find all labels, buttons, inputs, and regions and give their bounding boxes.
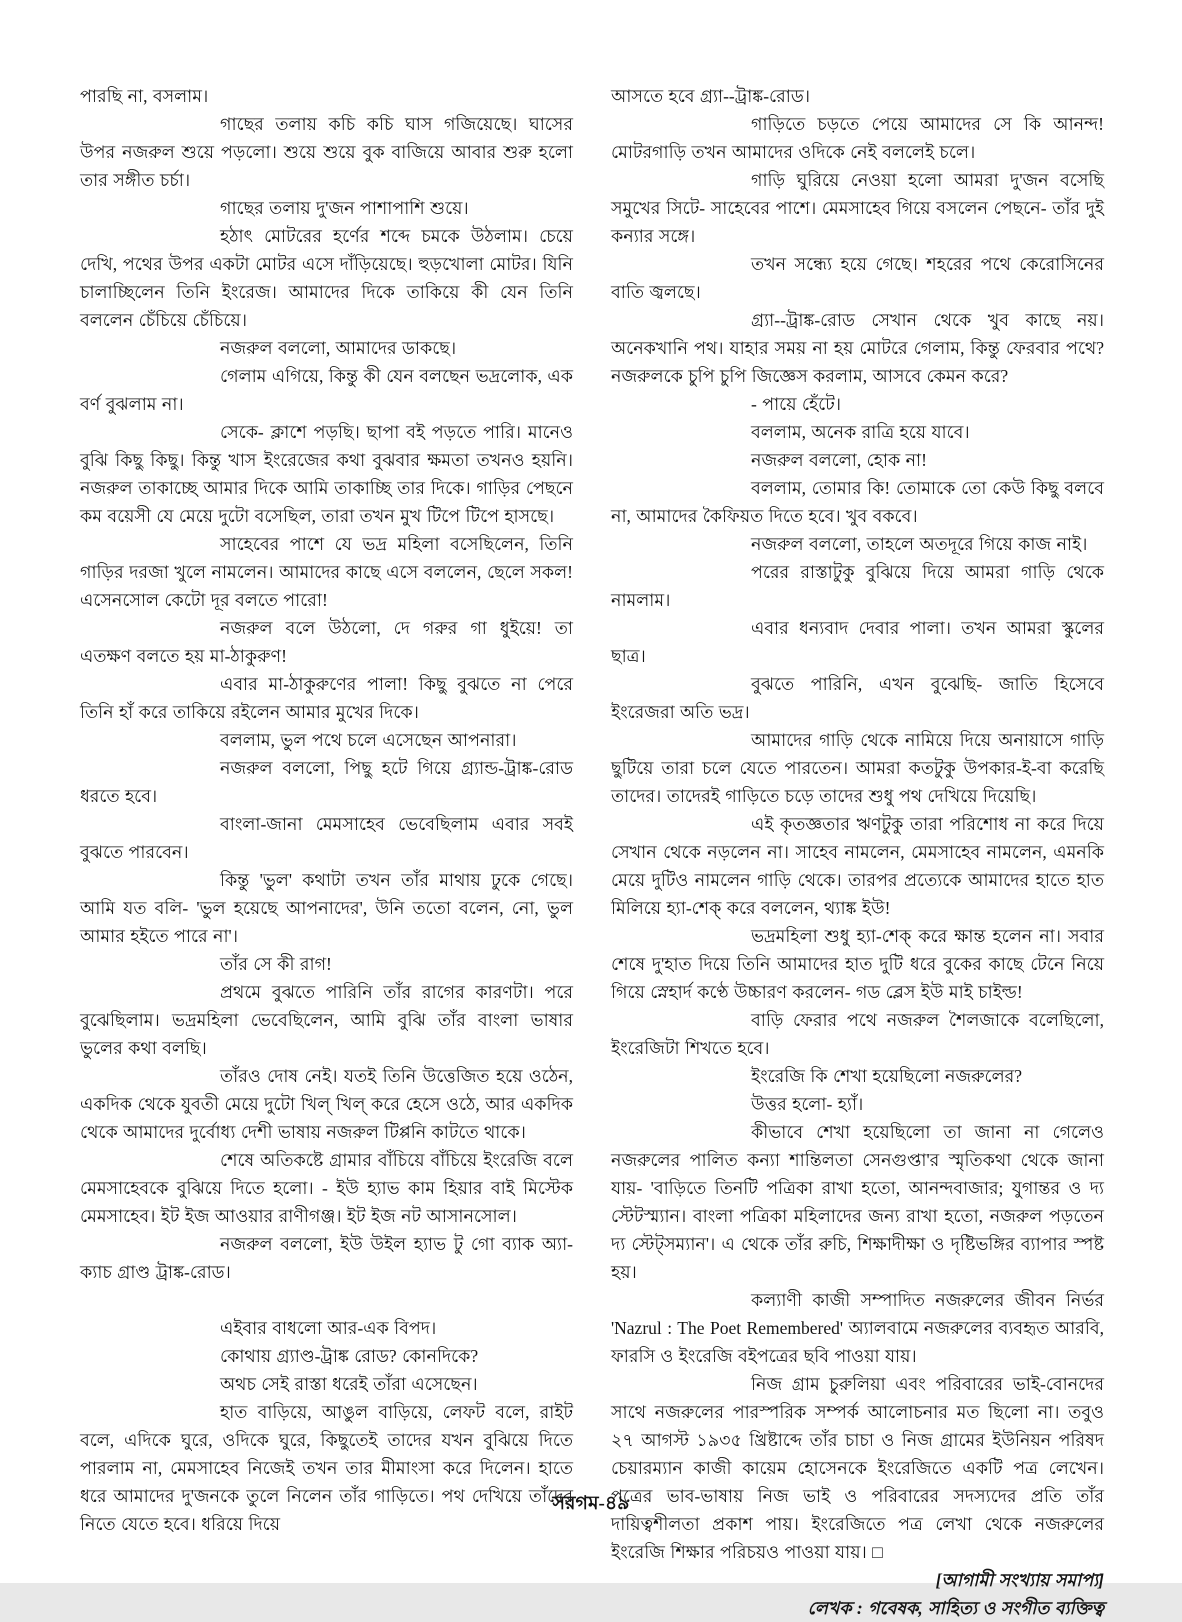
paragraph: আসতে হবে গ্র্যা--ট্রাঙ্ক-রোড।	[611, 86, 810, 106]
paragraph: কিন্তু 'ভুল' কথাটা তখন তাঁর মাথায় ঢুকে গেছে। আমি যত বলি- 'ভুল হয়েছে আপনাদের', উনি ততো বলেন, নো, ভুল আমার হইতে পারে না'।	[80, 870, 573, 946]
paragraph: সেকে- ক্লাশে পড়ছি। ছাপা বই পড়তে পারি। মানেও বুঝি কিছু কিছু। কিন্তু খাস ইংরেজের কথা বুঝবার ক্ষমতা তখনও হয়নি। নজরুল তাকাচ্ছে আমার দিকে আমি তাকাচ্ছি তার দিকে। গাড়ির পেছনে কম বয়েসী যে মেয়ে দুটো বসেছিল, তারা তখন মুখ টিপে টিপে হাসছে।	[80, 422, 573, 526]
paragraph: বললাম, অনেক রাত্রি হয়ে যাবে।	[751, 422, 970, 442]
paragraph: ভদ্রমহিলা শুধু হ্যা-শেক্ করে ক্ষান্ত হলেন না। সবার শেষে দু'হাত দিয়ে তিনি আমাদের হাত দুটি ধরে বুকের কাছে টেনে নিয়ে গিয়ে স্নেহার্দ কণ্ঠে উচ্চারণ করলেন- গড ব্লেস ইউ মাই চাইল্ড!	[611, 926, 1104, 1002]
paragraph: এবার মা-ঠাকুরুণের পালা! কিছু বুঝতে না পেরে তিনি হাঁ করে তাকিয়ে রইলেন আমার মুখের দিকে।	[80, 674, 573, 722]
paragraph: প্রথমে বুঝতে পারিনি তাঁর রাগের কারণটা। পরে বুঝেছিলাম। ভদ্রমহিলা ভেবেছিলেন, আমি বুঝি তাঁর বাংলা ভাষার ভুলের কথা বলছি।	[80, 982, 573, 1058]
paragraph: কীভাবে শেখা হয়েছিলো তা জানা না গেলেও নজরুলের পালিত কন্যা শান্তিলতা সেনগুপ্তা'র স্মৃতিকথা থেকে জানা যায়- 'বাড়িতে তিনটি পত্রিকা রাখা হতো, আনন্দবাজার; যুগান্তর ও দ্য স্টেটস্ম্যান। বাংলা পত্রিকা মহিলাদের জন্য রাখা হতো, নজরুল পড়তেন দ্য স্টেট্‌সম্যান'। এ থেকে তাঁর রুচি, শিক্ষাদীক্ষা ও দৃষ্টিভঙ্গির ব্যাপার স্পষ্ট হয়।	[611, 1122, 1104, 1282]
paragraph: এইবার বাধলো আর-এক বিপদ।	[220, 1318, 437, 1338]
paragraph: অথচ সেই রাস্তা ধরেই তাঁরা এসেছেন।	[220, 1374, 478, 1394]
paragraph: নিজ গ্রাম চুরুলিয়া এবং পরিবারের ভাই-বোনদের সাথে নজরুলের পারস্পরিক সম্পর্ক আলোচনার মত ছিলো না। তবুও ২৭ আগস্ট ১৯৩৫ খ্রিষ্টাব্দে তাঁর চাচা ও নিজ গ্রামের ইউনিয়ন পরিষদ চেয়ারম্যান কাজী কায়েম হোসেনকে ইংরেজিতে একটি পত্র লেখেন। পত্রের ভাব-ভাষায় নিজ ভাই ও পরিবারের সদস্যদের প্রতি তাঁর দায়িত্বশীলতা প্রকাশ পায়। ইংরেজিতে পত্র লেখা থেকে নজরুলের ইংরেজি শিক্ষার পরিচয়ও পাওয়া যায়। □	[611, 1374, 1104, 1562]
paragraph: [আগামী সংখ্যায় সমাপ্য]	[935, 1570, 1104, 1590]
paragraph: বললাম, তোমার কি! তোমাকে তো কেউ কিছু বলবে না, আমাদের কৈফিয়ত দিতে হবে। খুব বকবে।	[611, 478, 1104, 526]
paragraph: ইংরেজি কি শেখা হয়েছিলো নজরুলের?	[751, 1066, 1023, 1086]
paragraph: হঠাৎ মোটরের হর্ণের শব্দে চমকে উঠলাম। চেয়ে দেখি, পথের উপর একটা মোটর এসে দাঁড়িয়েছে। হুড়খোলা মোটর। যিনি চালাচ্ছিলেন তিনি ইংরেজ। আমাদের দিকে তাকিয়ে কী যেন তিনি বললেন চেঁচিয়ে চেঁচিয়ে।	[80, 226, 573, 330]
paragraph: বাড়ি ফেরার পথে নজরুল শৈলজাকে বলেছিলো, ইংরেজিটা শিখতে হবে।	[611, 1010, 1104, 1058]
paragraph: গাছের তলায় দু'জন পাশাপাশি শুয়ে।	[220, 198, 469, 218]
text-columns	[80, 82, 1104, 1622]
paragraph: পরের রাস্তাটুকু বুঝিয়ে দিয়ে আমরা গাড়ি থেকে নামলাম।	[611, 562, 1104, 610]
paragraph: নজরুল বললো, ইউ উইল হ্যাভ টু গো ব্যাক অ্যা- ক্যাচ গ্রাণ্ড ট্রাঙ্ক-রোড।	[80, 1234, 573, 1282]
paragraph: নজরুল বলে উঠলো, দে গরুর গা ধুইয়ে! তা এতক্ষণ বলতে হয় মা-ঠাকুরুণ!	[80, 618, 573, 666]
paragraph: নজরুল বললো, আমাদের ডাকছে।	[220, 338, 457, 358]
paragraph: নজরুল বললো, হোক না!	[751, 450, 927, 470]
paragraph: উত্তর হলো- হ্যাঁ।	[751, 1094, 864, 1114]
paragraph: শেষে অতিকষ্টে গ্রামার বাঁচিয়ে বাঁচিয়ে ইংরেজি বলে মেমসাহেবকে বুঝিয়ে দিতে হলো। - ইউ হ্যাভ কাম হিয়ার বাই মিস্টেক মেমসাহেব। ইট ইজ আওয়ার রাণীগঞ্জ। ইট ইজ নট আসানসোল।	[80, 1150, 573, 1226]
paragraph: নজরুল বললো, পিছু হটে গিয়ে গ্র্যান্ড-ট্রাঙ্ক-রোড ধরতে হবে।	[80, 758, 573, 806]
paragraph: গাড়ি ঘুরিয়ে নেওয়া হলো আমরা দু'জন বসেছি সমুখের সিটে- সাহেবের পাশে। মেমসাহেব গিয়ে বসলেন পেছনে- তাঁর দুই কন্যার সঙ্গে।	[611, 170, 1104, 246]
paragraph: হাত বাড়িয়ে, আঙুল বাড়িয়ে, লেফট বলে, রাইট বলে, এদিকে ঘুরে, ওদিকে ঘুরে, কিছুতেই তাদের যখন বুঝিয়ে দিতে পারলাম না, মেমসাহেব নিজেই তখন তার মীমাংসা করে দিলেন। হাতে ধরে আমাদের দু'জনকে তুলে নিলেন তাঁর গাড়িতে। পথ দেখিয়ে তাঁদের নিতে যেতে হবে। ধরিয়ে দিয়ে	[80, 1402, 573, 1534]
paragraph: পারছি না, বসলাম।	[80, 86, 209, 106]
paragraph: বুঝতে পারিনি, এখন বুঝেছি- জাতি হিসেবে ইংরেজরা অতি ভদ্র।	[611, 674, 1104, 722]
paragraph: তাঁর সে কী রাগ!	[220, 954, 332, 974]
paragraph: গাড়িতে চড়তে পেয়ে আমাদের সে কি আনন্দ! মোটরগাড়ি তখন আমাদের ওদিকে নেই বললেই চলে।	[611, 114, 1104, 162]
paragraph: বললাম, ভুল পথে চলে এসেছেন আপনারা।	[220, 730, 517, 750]
paragraph: এই কৃতজ্ঞতার ঋণটুকু তারা পরিশোধ না করে দিয়ে সেখান থেকে নড়লেন না। সাহেব নামলেন, মেমসাহেব নামলেন, এমনকি মেয়ে দুটিও নামলেন গাড়ি থেকে। তারপর প্রত্যেকে আমাদের হাতে হাত মিলিয়ে হ্যা-শেক্ করে বললেন, থ্যাঙ্ক ইউ!	[611, 814, 1104, 918]
paragraph: কল্যাণী কাজী সম্পাদিত নজরুলের জীবন নির্ভর 'Nazrul : The Poet Remembered' অ্যালবামে নজরুলের ব্যবহৃত আরবি, ফারসি ও ইংরেজি বইপত্রের ছবি পাওয়া যায়।	[611, 1290, 1104, 1366]
paragraph: গাছের তলায় কচি কচি ঘাস গজিয়েছে। ঘাসের উপর নজরুল শুয়ে পড়লো। শুয়ে শুয়ে বুক বাজিয়ে আবার শুরু হলো তার সঙ্গীত চর্চা।	[80, 114, 573, 190]
paragraph: এবার ধন্যবাদ দেবার পালা। তখন আমরা স্কুলের ছাত্র।	[611, 618, 1104, 666]
paragraph: আমাদের গাড়ি থেকে নামিয়ে দিয়ে অনায়াসে গাড়ি ছুটিয়ে তারা চলে যেতে পারতেন। আমরা কতটুকু উপকার-ই-বা করেছি তাদের। তাদেরই গাড়িতে চড়ে তাদের শুধু পথ দেখিয়ে দিয়েছি।	[611, 730, 1104, 806]
paragraph: গ্র্যা--ট্রাঙ্ক-রোড সেখান থেকে খুব কাছে নয়। অনেকখানি পথ। যাহার সময় না হয় মোটরে গেলাম, কিন্তু ফেরবার পথে? নজরুলকে চুপি চুপি জিজ্ঞেস করলাম, আসবে কেমন করে?	[611, 310, 1104, 386]
paragraph: সাহেবের পাশে যে ভদ্র মহিলা বসেছিলেন, তিনি গাড়ির দরজা খুলে নামলেন। আমাদের কাছে এসে বললেন, ছেলে সকল! এসেনসোল কেটো দূর বলতে পারো!	[80, 534, 573, 610]
paragraph: বাংলা-জানা মেমসাহেব ভেবেছিলাম এবার সবই বুঝতে পারবেন।	[80, 814, 573, 862]
paragraph: কোথায় গ্র্যাণ্ড-ট্রাঙ্ক রোড? কোনদিকে?	[220, 1346, 479, 1366]
paragraph: নজরুল বললো, তাহলে অতদূরে গিয়ে কাজ নাই।	[751, 534, 1088, 554]
left-column	[80, 82, 573, 1622]
paragraph: তাঁরও দোষ নেই। যতই তিনি উত্তেজিত হয়ে ওঠেন, একদিক থেকে যুবতী মেয়ে দুটো খিল্ খিল্ করে হেসে ওঠে, আর একদিক থেকে আমাদের দুর্বোধ্য দেশী ভাষায় নজরুল টিপ্পনি কাটতে থাকে।	[80, 1066, 573, 1142]
page-footer: সরগম-৪৯	[552, 1493, 630, 1514]
paragraph: - পায়ে হেঁটে।	[751, 394, 841, 414]
paragraph: লেখক : গবেষক, সাহিত্য ও সংগীত ব্যক্তিত্ব	[807, 1598, 1104, 1618]
paragraph: তখন সন্ধ্যে হয়ে গেছে। শহরের পথে কেরোসিনের বাতি জ্বলছে।	[611, 254, 1104, 302]
right-column	[611, 82, 1104, 1622]
paragraph: গেলাম এগিয়ে, কিন্তু কী যেন বলছেন ভদ্রলোক, এক বর্ণ বুঝলাম না।	[80, 366, 573, 414]
